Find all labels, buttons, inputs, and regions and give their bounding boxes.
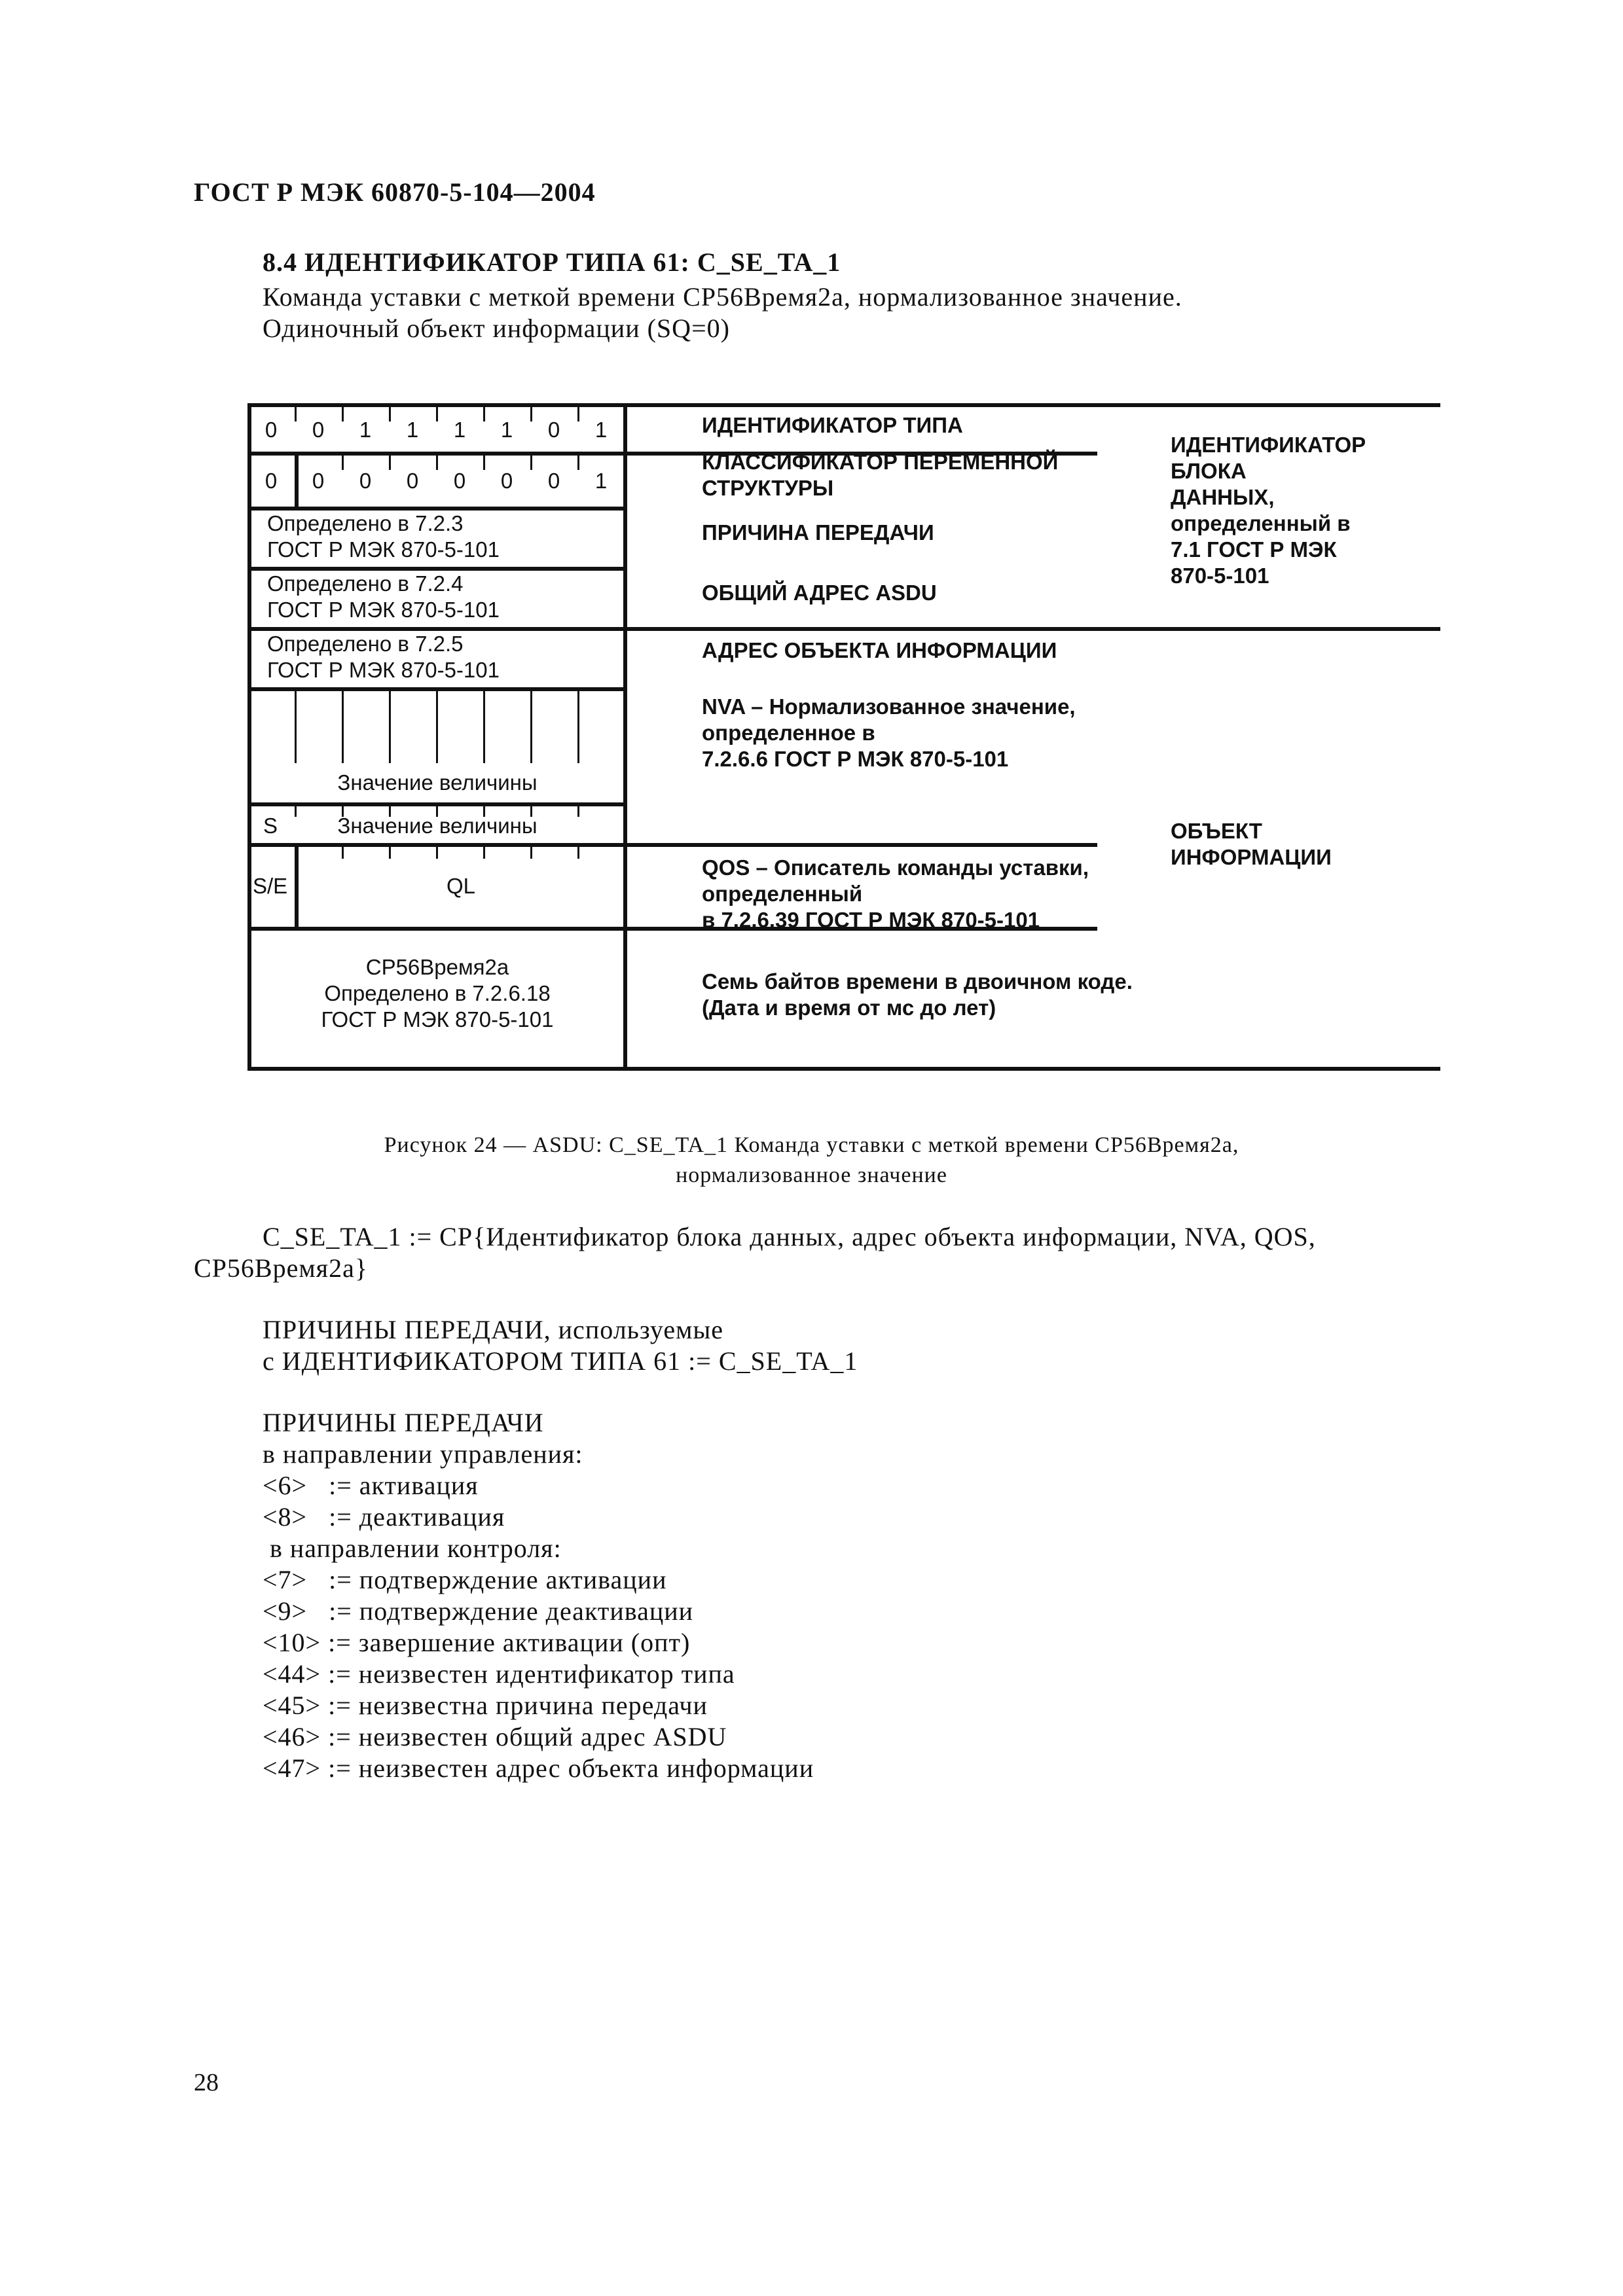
bit-tick bbox=[530, 847, 532, 859]
diagram-top-border bbox=[247, 403, 1440, 407]
diagram-column-divider bbox=[623, 403, 627, 1071]
diagram-bottom-border bbox=[247, 1067, 1440, 1071]
cause-item: <46> := неизвестен общий адрес ASDU bbox=[263, 1722, 727, 1751]
figure-caption-line: нормализованное значение bbox=[676, 1163, 947, 1187]
desc-time bbox=[702, 969, 1133, 1021]
vsq-sq-divider bbox=[295, 456, 299, 507]
desc-vsq bbox=[702, 449, 1058, 501]
group-data-unit-identifier-line: 870-5-101 bbox=[1171, 564, 1269, 588]
monitor-direction-label: в направлении контроля: bbox=[263, 1534, 562, 1563]
group-data-unit-identifier-line: определенный в bbox=[1171, 511, 1351, 535]
bit-tick bbox=[483, 407, 485, 422]
section-description-line-2: Одиночный объект информации (SQ=0) bbox=[263, 314, 730, 343]
definition-line-2: CP56Время2а} bbox=[194, 1253, 369, 1283]
value-low-label: Значение величины bbox=[337, 770, 538, 795]
diagram-row-line-7 bbox=[247, 843, 1097, 847]
bit-tick bbox=[295, 407, 297, 422]
bit-tick bbox=[342, 847, 344, 859]
desc-common-address: ОБЩИЙ АДРЕС ASDU bbox=[702, 581, 937, 605]
vsq-bit: 0 bbox=[500, 469, 513, 493]
type-id-bit: 1 bbox=[453, 418, 466, 442]
cause-item: <6> := активация bbox=[263, 1471, 479, 1500]
vsq-bit: 0 bbox=[264, 469, 278, 493]
vsq-bit: 0 bbox=[406, 469, 419, 493]
type-id-bit: 0 bbox=[547, 418, 560, 442]
time-definition-line: Определено в 7.2.6.18 bbox=[324, 981, 551, 1005]
vsq-bit: 1 bbox=[594, 469, 608, 493]
ioa-definition-line: ГОСТ Р МЭК 870-5-101 bbox=[267, 658, 500, 682]
bit-tick bbox=[436, 407, 438, 422]
definition-line-1: C_SE_TA_1 := CP{Идентификатор блока данных, адрес объекта информации, NVA, QOS, bbox=[263, 1222, 1316, 1251]
se-bit-label: S/E bbox=[253, 874, 288, 898]
vsq-bit: 0 bbox=[453, 469, 466, 493]
bit-tick bbox=[483, 847, 485, 859]
desc-cot: ПРИЧИНА ПЕРЕДАЧИ bbox=[702, 520, 934, 545]
type-id-bit: 1 bbox=[359, 418, 372, 442]
group-information-object bbox=[1171, 818, 1332, 870]
group-information-object-line: ОБЪЕКТ bbox=[1171, 819, 1262, 843]
ql-label: QL bbox=[446, 874, 476, 898]
bit-tick bbox=[577, 847, 579, 859]
group-information-object-line: ИНФОРМАЦИИ bbox=[1171, 845, 1332, 869]
bit-tick bbox=[483, 456, 485, 470]
bit-tick bbox=[530, 407, 532, 422]
section-heading: 8.4 ИДЕНТИФИКАТОР ТИПА 61: C_SE_TA_1 bbox=[263, 247, 841, 277]
bit-tick bbox=[342, 691, 344, 763]
type-id-bit: 1 bbox=[594, 418, 608, 442]
time-definition-line: CP56Время2а bbox=[365, 955, 509, 979]
group-data-unit-identifier-line: ДАННЫХ, bbox=[1171, 485, 1275, 509]
vsq-bit: 0 bbox=[359, 469, 372, 493]
cause-item: <7> := подтверждение активации bbox=[263, 1565, 667, 1594]
desc-nva-line: определенное в bbox=[702, 721, 875, 745]
ioa-definition-line: Определено в 7.2.5 bbox=[267, 632, 464, 656]
desc-qos-line: определенный bbox=[702, 882, 863, 906]
common-address-definition-line: ГОСТ Р МЭК 870-5-101 bbox=[267, 598, 500, 622]
vsq-bit: 0 bbox=[547, 469, 560, 493]
time-definition-line: ГОСТ Р МЭК 870-5-101 bbox=[321, 1007, 554, 1031]
bit-tick bbox=[342, 456, 344, 470]
cause-item: <10> := завершение активации (опт) bbox=[263, 1628, 691, 1657]
cot-definition-line: ГОСТ Р МЭК 870-5-101 bbox=[267, 537, 500, 562]
bit-tick bbox=[436, 456, 438, 470]
desc-type-id: ИДЕНТИФИКАТОР ТИПА bbox=[702, 413, 963, 437]
page-number: 28 bbox=[194, 2069, 219, 2096]
bit-tick bbox=[389, 691, 391, 763]
cause-item: <8> := деактивация bbox=[263, 1502, 505, 1532]
asdu-structure-diagram bbox=[247, 403, 1440, 1075]
cause-item: <47> := неизвестен адрес объекта информации bbox=[263, 1753, 814, 1783]
bit-tick bbox=[342, 407, 344, 422]
common-address-definition-line: Определено в 7.2.4 bbox=[267, 571, 464, 596]
desc-time-line: Семь байтов времени в двоичном коде. bbox=[702, 969, 1133, 994]
cause-item: <45> := неизвестна причина передачи bbox=[263, 1691, 708, 1720]
bit-tick bbox=[436, 847, 438, 859]
desc-qos-line: в 7.2.6.39 ГОСТ Р МЭК 870-5-101 bbox=[702, 908, 1040, 932]
common-address-definition bbox=[267, 571, 500, 623]
desc-nva-line: NVA – Нормализованное значение, bbox=[702, 694, 1076, 719]
causes-title: ПРИЧИНЫ ПЕРЕДАЧИ bbox=[263, 1408, 544, 1437]
desc-qos-line: QOS – Описатель команды уставки, bbox=[702, 855, 1089, 880]
bit-tick bbox=[530, 691, 532, 763]
cot-definition bbox=[267, 511, 500, 563]
bit-tick bbox=[436, 691, 438, 763]
sign-bit-label: S bbox=[263, 814, 278, 838]
bit-tick bbox=[577, 691, 579, 763]
bit-tick bbox=[389, 407, 391, 422]
cause-item: <9> := подтверждение деактивации bbox=[263, 1596, 694, 1626]
section-description-line-1: Команда уставки с меткой времени CP56Время2а, нормализованное значение. bbox=[263, 282, 1182, 312]
group-data-unit-identifier-line: ИДЕНТИФИКАТОР bbox=[1171, 433, 1366, 457]
document-header: ГОСТ Р МЭК 60870-5-104—2004 bbox=[194, 177, 596, 207]
desc-time-line: (Дата и время от мс до лет) bbox=[702, 996, 996, 1020]
figure-caption bbox=[0, 1130, 1623, 1191]
desc-nva-line: 7.2.6.6 ГОСТ Р МЭК 870-5-101 bbox=[702, 747, 1009, 771]
causes-intro-line-2: с ИДЕНТИФИКАТОРОМ ТИПА 61 := C_SE_TA_1 bbox=[263, 1346, 858, 1376]
cause-item: <44> := неизвестен идентификатор типа bbox=[263, 1659, 735, 1689]
bit-tick bbox=[483, 691, 485, 763]
cot-definition-line: Определено в 7.2.3 bbox=[267, 511, 464, 535]
desc-nva bbox=[702, 694, 1076, 772]
bit-tick bbox=[389, 847, 391, 859]
group-data-unit-identifier-line: БЛОКА bbox=[1171, 459, 1247, 483]
bit-tick bbox=[389, 456, 391, 470]
bit-tick bbox=[577, 456, 579, 470]
desc-vsq-line: СТРУКТУРЫ bbox=[702, 476, 834, 500]
type-id-bit: 0 bbox=[312, 418, 325, 442]
control-direction-label: в направлении управления: bbox=[263, 1439, 583, 1469]
bit-tick bbox=[295, 691, 297, 763]
desc-qos bbox=[702, 855, 1089, 933]
group-data-unit-identifier bbox=[1171, 432, 1366, 589]
type-id-bit: 0 bbox=[264, 418, 278, 442]
vsq-bit: 0 bbox=[312, 469, 325, 493]
bit-tick bbox=[530, 456, 532, 470]
type-id-bit: 1 bbox=[406, 418, 419, 442]
group-data-unit-identifier-line: 7.1 ГОСТ Р МЭК bbox=[1171, 537, 1337, 562]
figure-caption-line: Рисунок 24 — ASDU: C_SE_TA_1 Команда уставки с меткой времени CP56Время2а, bbox=[384, 1133, 1239, 1157]
ioa-definition bbox=[267, 631, 500, 683]
value-high-label: Значение величины bbox=[337, 814, 538, 838]
desc-ioa: АДРЕС ОБЪЕКТА ИНФОРМАЦИИ bbox=[702, 638, 1057, 662]
causes-intro-line-1: ПРИЧИНЫ ПЕРЕДАЧИ, используемые bbox=[263, 1315, 724, 1344]
bit-tick bbox=[577, 407, 579, 422]
time-definition bbox=[251, 954, 623, 1033]
type-id-bit: 1 bbox=[500, 418, 513, 442]
desc-vsq-line: КЛАССИФИКАТОР ПЕРЕМЕННОЙ bbox=[702, 450, 1059, 474]
